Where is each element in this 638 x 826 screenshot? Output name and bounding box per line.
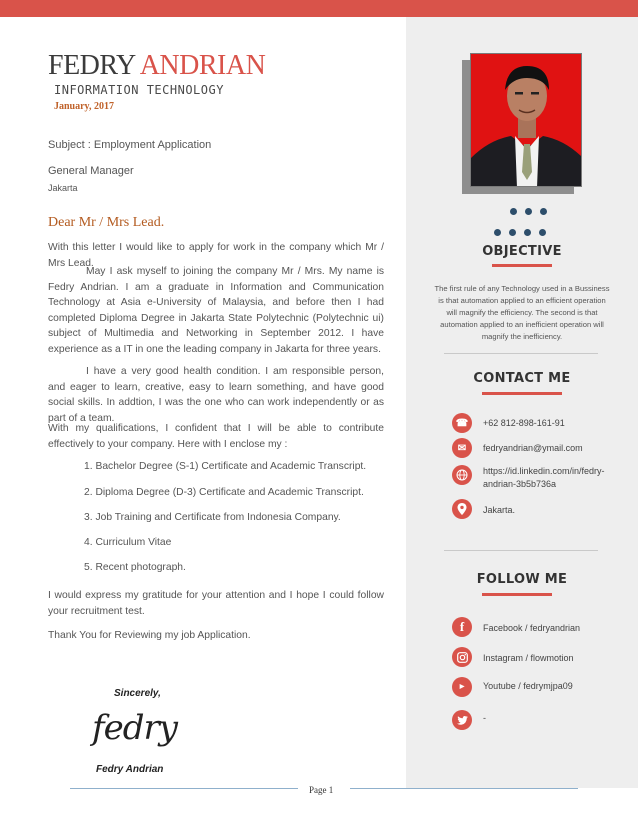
contact-title: CONTACT ME — [473, 371, 571, 386]
linkedin-line-2[interactable]: andrian-3b5b736a — [483, 479, 557, 489]
list-item: 4. Curriculum Vitae — [84, 537, 172, 548]
recipient-city: Jakarta — [48, 183, 78, 193]
top-accent-bar — [0, 0, 638, 17]
youtube-icon: ▶ — [452, 677, 472, 697]
camera-glyph-icon — [457, 652, 468, 663]
social-facebook[interactable]: Facebook / fedryandrian — [483, 623, 581, 633]
list-item: 3. Job Training and Certificate from Indonesia Company. — [84, 512, 341, 523]
list-item: 5. Recent photograph. — [84, 562, 186, 573]
paragraph-personality: I have a very good health condition. I am responsible person, and eager to learn, creative, easy to learn something, and have good social skills. In addtion, I was the one who can work independently or as part of a team. — [48, 366, 384, 424]
objective-text: The first rule of any Technology used in a Bussiness is that automation applied to an efficient operation will magnify the efficiency. The second is that automation applied to an inefficient operation will magnify the inefficiency. — [434, 284, 610, 341]
footer-divider-right — [350, 788, 578, 789]
globe-icon — [452, 465, 472, 485]
paragraph-qualifications: With my qualifications, I confident that I will be able to contribute effectively to your company. Here with I enclose my : — [48, 423, 384, 450]
decorative-dots — [510, 208, 555, 215]
list-item: 2. Diploma Degree (D-3) Certificate and Academic Transcript. — [84, 487, 364, 498]
email-icon: ✉ — [452, 438, 472, 458]
signature: fedry — [92, 708, 177, 748]
letter-date: January, 2017 — [54, 101, 115, 112]
globe-glyph-icon — [456, 469, 468, 481]
recipient-role: General Manager — [48, 165, 134, 177]
location-icon — [452, 499, 472, 519]
paragraph-thanks: Thank You for Reviewing my job Application. — [48, 630, 251, 641]
applicant-name — [48, 50, 265, 82]
contact-address: Jakarta. — [483, 505, 516, 515]
first-name: FEDRY — [48, 50, 135, 81]
social-instagram[interactable]: Instagram / flowmotion — [483, 653, 574, 663]
contact-linkedin[interactable] — [483, 465, 605, 491]
salutation: Dear Mr / Mrs Lead. — [48, 215, 165, 230]
contact-underline — [482, 392, 562, 395]
section-divider — [444, 550, 598, 551]
person-silhouette-icon — [471, 54, 582, 187]
pin-glyph-icon — [457, 503, 467, 515]
social-youtube[interactable]: Youtube / fedrymjpa09 — [483, 681, 573, 691]
social-twitter[interactable]: - — [483, 713, 486, 723]
last-name: ANDRIAN — [139, 50, 266, 81]
follow-title: FOLLOW ME — [476, 572, 568, 587]
footer-divider-left — [70, 788, 298, 789]
letter-subject: Subject : Employment Application — [48, 139, 212, 151]
closing: Sincerely, — [114, 688, 161, 699]
objective-underline — [492, 264, 552, 267]
phone-icon: ☎ — [452, 413, 472, 433]
list-item: 1. Bachelor Degree (S-1) Certificate and Academic Transcript. — [84, 461, 367, 472]
section-divider — [444, 353, 598, 354]
facebook-icon: f — [452, 617, 472, 637]
bird-glyph-icon — [457, 716, 468, 725]
objective-title: OBJECTIVE — [482, 244, 562, 259]
paragraph-gratitude: I would express my gratitude for your attention and I hope I could follow your recruitment test. — [48, 590, 384, 617]
decorative-dots — [494, 229, 554, 236]
signer-name: Fedry Andrian — [96, 764, 164, 775]
follow-underline — [482, 593, 552, 596]
instagram-icon — [452, 647, 472, 667]
contact-email[interactable]: fedryandrian@ymail.com — [483, 443, 583, 453]
job-title: INFORMATION TECHNOLOGY — [54, 83, 224, 97]
paragraph-background: May I ask myself to joining the company Mr / Mrs. My name is Fedry Andrian. I am a graduate in Information and Communication Technology at Asia e-University of Malaysia, and before then I had completed Diploma Degree in Jakarta State Polytechnic (Polytechnic ui) subject of Multimedia and Networking in September 2012. I have experience as a IT in one the leading company in Jakarta for three years. — [48, 266, 384, 355]
profile-photo — [470, 53, 582, 187]
linkedin-line-1[interactable]: https://id.linkedin.com/in/fedry- — [483, 466, 605, 476]
page-number: Page 1 — [309, 785, 334, 795]
paragraph-intro: With this letter I would like to apply for work in the company which Mr / Mrs Lead. — [48, 242, 384, 269]
twitter-icon — [452, 710, 472, 730]
contact-phone[interactable]: +62 812-898-161-91 — [483, 418, 565, 428]
